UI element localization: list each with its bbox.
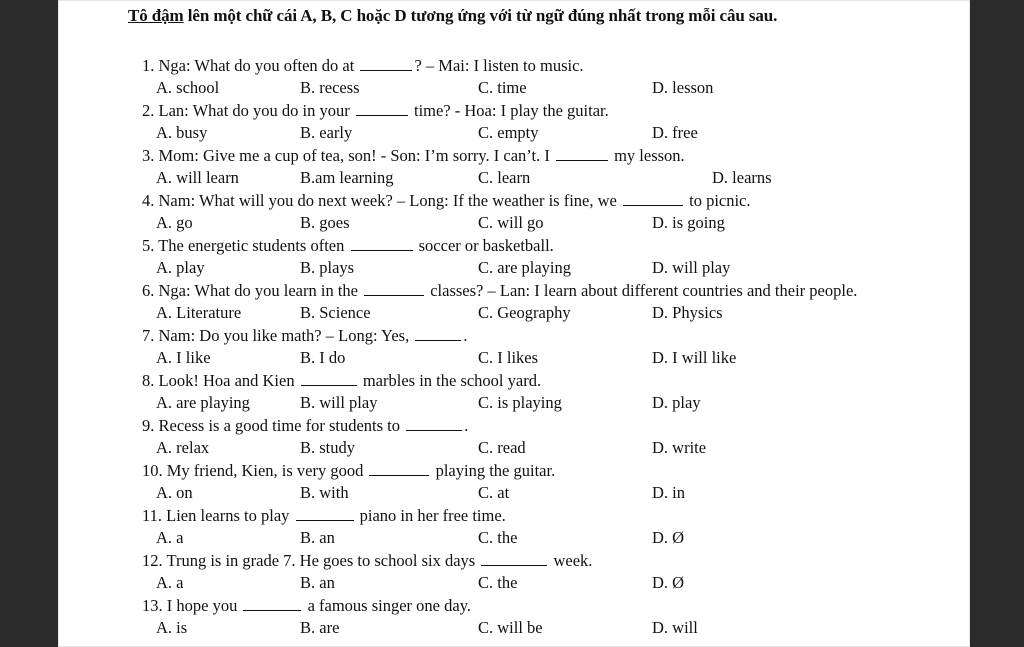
question-text-after-blank: ? – Mai: I listen to music. xyxy=(414,56,584,75)
instruction-heading xyxy=(128,6,777,26)
option-a[interactable]: A. school xyxy=(156,78,220,97)
option-a[interactable]: A. relax xyxy=(156,438,210,457)
option-c[interactable]: C. time xyxy=(478,78,527,97)
option-d[interactable]: D. write xyxy=(652,438,707,457)
question-text-before-blank: 12. Trung is in grade 7. He goes to school six days xyxy=(142,551,480,570)
option-b[interactable]: B. with xyxy=(300,483,349,502)
option-b[interactable]: B. recess xyxy=(300,78,360,97)
question-list xyxy=(142,56,970,641)
answer-blank xyxy=(296,506,354,521)
answer-blank xyxy=(351,236,413,251)
question-text-after-blank: . xyxy=(464,416,469,435)
question-text-before-blank: 4. Nam: What will you do next week? – Long: If the weather is fine, we xyxy=(142,191,621,210)
option-a[interactable]: A. a xyxy=(156,528,184,547)
question-item xyxy=(142,416,970,461)
question-stem xyxy=(142,191,751,211)
question-item xyxy=(142,191,970,236)
question-stem xyxy=(142,461,555,481)
question-text-before-blank: 13. I hope you xyxy=(142,596,242,615)
option-d[interactable]: D. learns xyxy=(712,168,772,187)
option-d[interactable]: D. lesson xyxy=(652,78,714,97)
question-text-after-blank: time? - Hoa: I play the guitar. xyxy=(409,101,609,120)
question-text-after-blank: . xyxy=(463,326,468,345)
question-stem xyxy=(142,416,468,436)
option-b[interactable]: B. goes xyxy=(300,213,350,232)
question-text-before-blank: 10. My friend, Kien, is very good xyxy=(142,461,368,480)
option-b[interactable]: B. an xyxy=(300,528,335,547)
question-stem xyxy=(142,596,471,616)
question-item xyxy=(142,281,970,326)
answer-blank xyxy=(360,56,412,71)
option-a[interactable]: A. will learn xyxy=(156,168,239,187)
question-item xyxy=(142,326,970,371)
option-d[interactable]: D. is going xyxy=(652,213,725,232)
option-a[interactable]: A. a xyxy=(156,573,184,592)
option-a[interactable]: A. go xyxy=(156,213,193,232)
option-d[interactable]: D. Ø xyxy=(652,573,685,592)
question-item xyxy=(142,101,970,146)
question-stem xyxy=(142,326,467,346)
option-c[interactable]: C. the xyxy=(478,528,518,547)
option-c[interactable]: C. the xyxy=(478,573,518,592)
question-item xyxy=(142,236,970,281)
option-c[interactable]: C. Geography xyxy=(478,303,571,322)
instruction-underlined: Tô đậm xyxy=(128,6,184,25)
question-text-after-blank: a famous singer one day. xyxy=(303,596,471,615)
question-stem xyxy=(142,236,554,256)
question-stem xyxy=(142,101,609,121)
question-text-before-blank: 3. Mom: Give me a cup of tea, son! - Son: I’m sorry. I can’t. I xyxy=(142,146,554,165)
answer-blank xyxy=(406,416,462,431)
question-item xyxy=(142,56,970,101)
question-text-after-blank: my lesson. xyxy=(609,146,685,165)
question-item xyxy=(142,461,970,506)
option-b[interactable]: B. study xyxy=(300,438,356,457)
option-c[interactable]: C. at xyxy=(478,483,510,502)
instruction-text: lên một chữ cái A, B, C hoặc D tương ứng với từ ngữ đúng nhất trong mỗi câu sau. xyxy=(183,6,778,25)
question-text-before-blank: 6. Nga: What do you learn in the xyxy=(142,281,363,300)
question-text-after-blank: classes? – Lan: I learn about different countries and their people. xyxy=(426,281,858,300)
option-d[interactable]: D. will play xyxy=(652,258,731,277)
option-b[interactable]: B. are xyxy=(300,618,340,637)
answer-blank xyxy=(369,461,429,476)
option-a[interactable]: A. busy xyxy=(156,123,208,142)
question-stem xyxy=(142,371,541,391)
option-c[interactable]: C. empty xyxy=(478,123,539,142)
option-a[interactable]: A. Literature xyxy=(156,303,242,322)
option-a[interactable]: A. is xyxy=(156,618,188,637)
option-b[interactable]: B. Science xyxy=(300,303,371,322)
question-text-after-blank: soccer or basketball. xyxy=(414,236,554,255)
answer-blank xyxy=(556,146,608,161)
question-text-before-blank: 1. Nga: What do you often do at xyxy=(142,56,359,75)
option-d[interactable]: D. Ø xyxy=(652,528,685,547)
option-d[interactable]: D. Physics xyxy=(652,303,723,322)
question-item xyxy=(142,146,970,191)
option-d[interactable]: D. I will like xyxy=(652,348,737,367)
question-text-before-blank: 11. Lien learns to play xyxy=(142,506,294,525)
question-text-before-blank: 9. Recess is a good time for students to xyxy=(142,416,405,435)
question-text-after-blank: marbles in the school yard. xyxy=(358,371,542,390)
option-a[interactable]: A. on xyxy=(156,483,193,502)
option-c[interactable]: C. learn xyxy=(478,168,531,187)
option-b[interactable]: B. early xyxy=(300,123,353,142)
question-stem xyxy=(142,146,685,166)
question-stem xyxy=(142,56,584,76)
answer-blank xyxy=(364,281,424,296)
answer-blank xyxy=(623,191,683,206)
question-text-before-blank: 8. Look! Hoa and Kien xyxy=(142,371,299,390)
option-d[interactable]: D. will xyxy=(652,618,698,637)
answer-blank xyxy=(243,596,301,611)
question-text-after-blank: week. xyxy=(549,551,593,570)
option-d[interactable]: D. in xyxy=(652,483,685,502)
option-b[interactable]: B. plays xyxy=(300,258,355,277)
question-text-before-blank: 5. The energetic students often xyxy=(142,236,349,255)
option-c[interactable]: C. will be xyxy=(478,618,543,637)
answer-blank xyxy=(481,551,547,566)
question-stem xyxy=(142,551,592,571)
question-item xyxy=(142,596,970,641)
option-d[interactable]: D. play xyxy=(652,393,701,412)
answer-blank xyxy=(301,371,357,386)
question-item xyxy=(142,371,970,416)
question-text-after-blank: to picnic. xyxy=(684,191,751,210)
question-text-after-blank: piano in her free time. xyxy=(355,506,506,525)
answer-blank xyxy=(415,326,461,341)
question-stem xyxy=(142,281,857,301)
question-text-before-blank: 2. Lan: What do you do in your xyxy=(142,101,354,120)
option-a[interactable]: A. play xyxy=(156,258,205,277)
option-a[interactable]: A. I like xyxy=(156,348,211,367)
question-stem xyxy=(142,506,506,526)
option-b[interactable]: B. will play xyxy=(300,393,378,412)
option-b[interactable]: B.am learning xyxy=(300,168,394,187)
worksheet-page xyxy=(58,0,970,647)
option-b[interactable]: B. I do xyxy=(300,348,346,367)
question-text-after-blank: playing the guitar. xyxy=(431,461,556,480)
option-b[interactable]: B. an xyxy=(300,573,335,592)
option-a[interactable]: A. are playing xyxy=(156,393,250,412)
question-item xyxy=(142,551,970,596)
option-c[interactable]: C. is playing xyxy=(478,393,562,412)
question-text-before-blank: 7. Nam: Do you like math? – Long: Yes, xyxy=(142,326,414,345)
option-c[interactable]: C. read xyxy=(478,438,526,457)
option-d[interactable]: D. free xyxy=(652,123,698,142)
answer-blank xyxy=(356,101,408,116)
option-c[interactable]: C. will go xyxy=(478,213,544,232)
option-c[interactable]: C. are playing xyxy=(478,258,572,277)
option-c[interactable]: C. I likes xyxy=(478,348,539,367)
question-item xyxy=(142,506,970,551)
